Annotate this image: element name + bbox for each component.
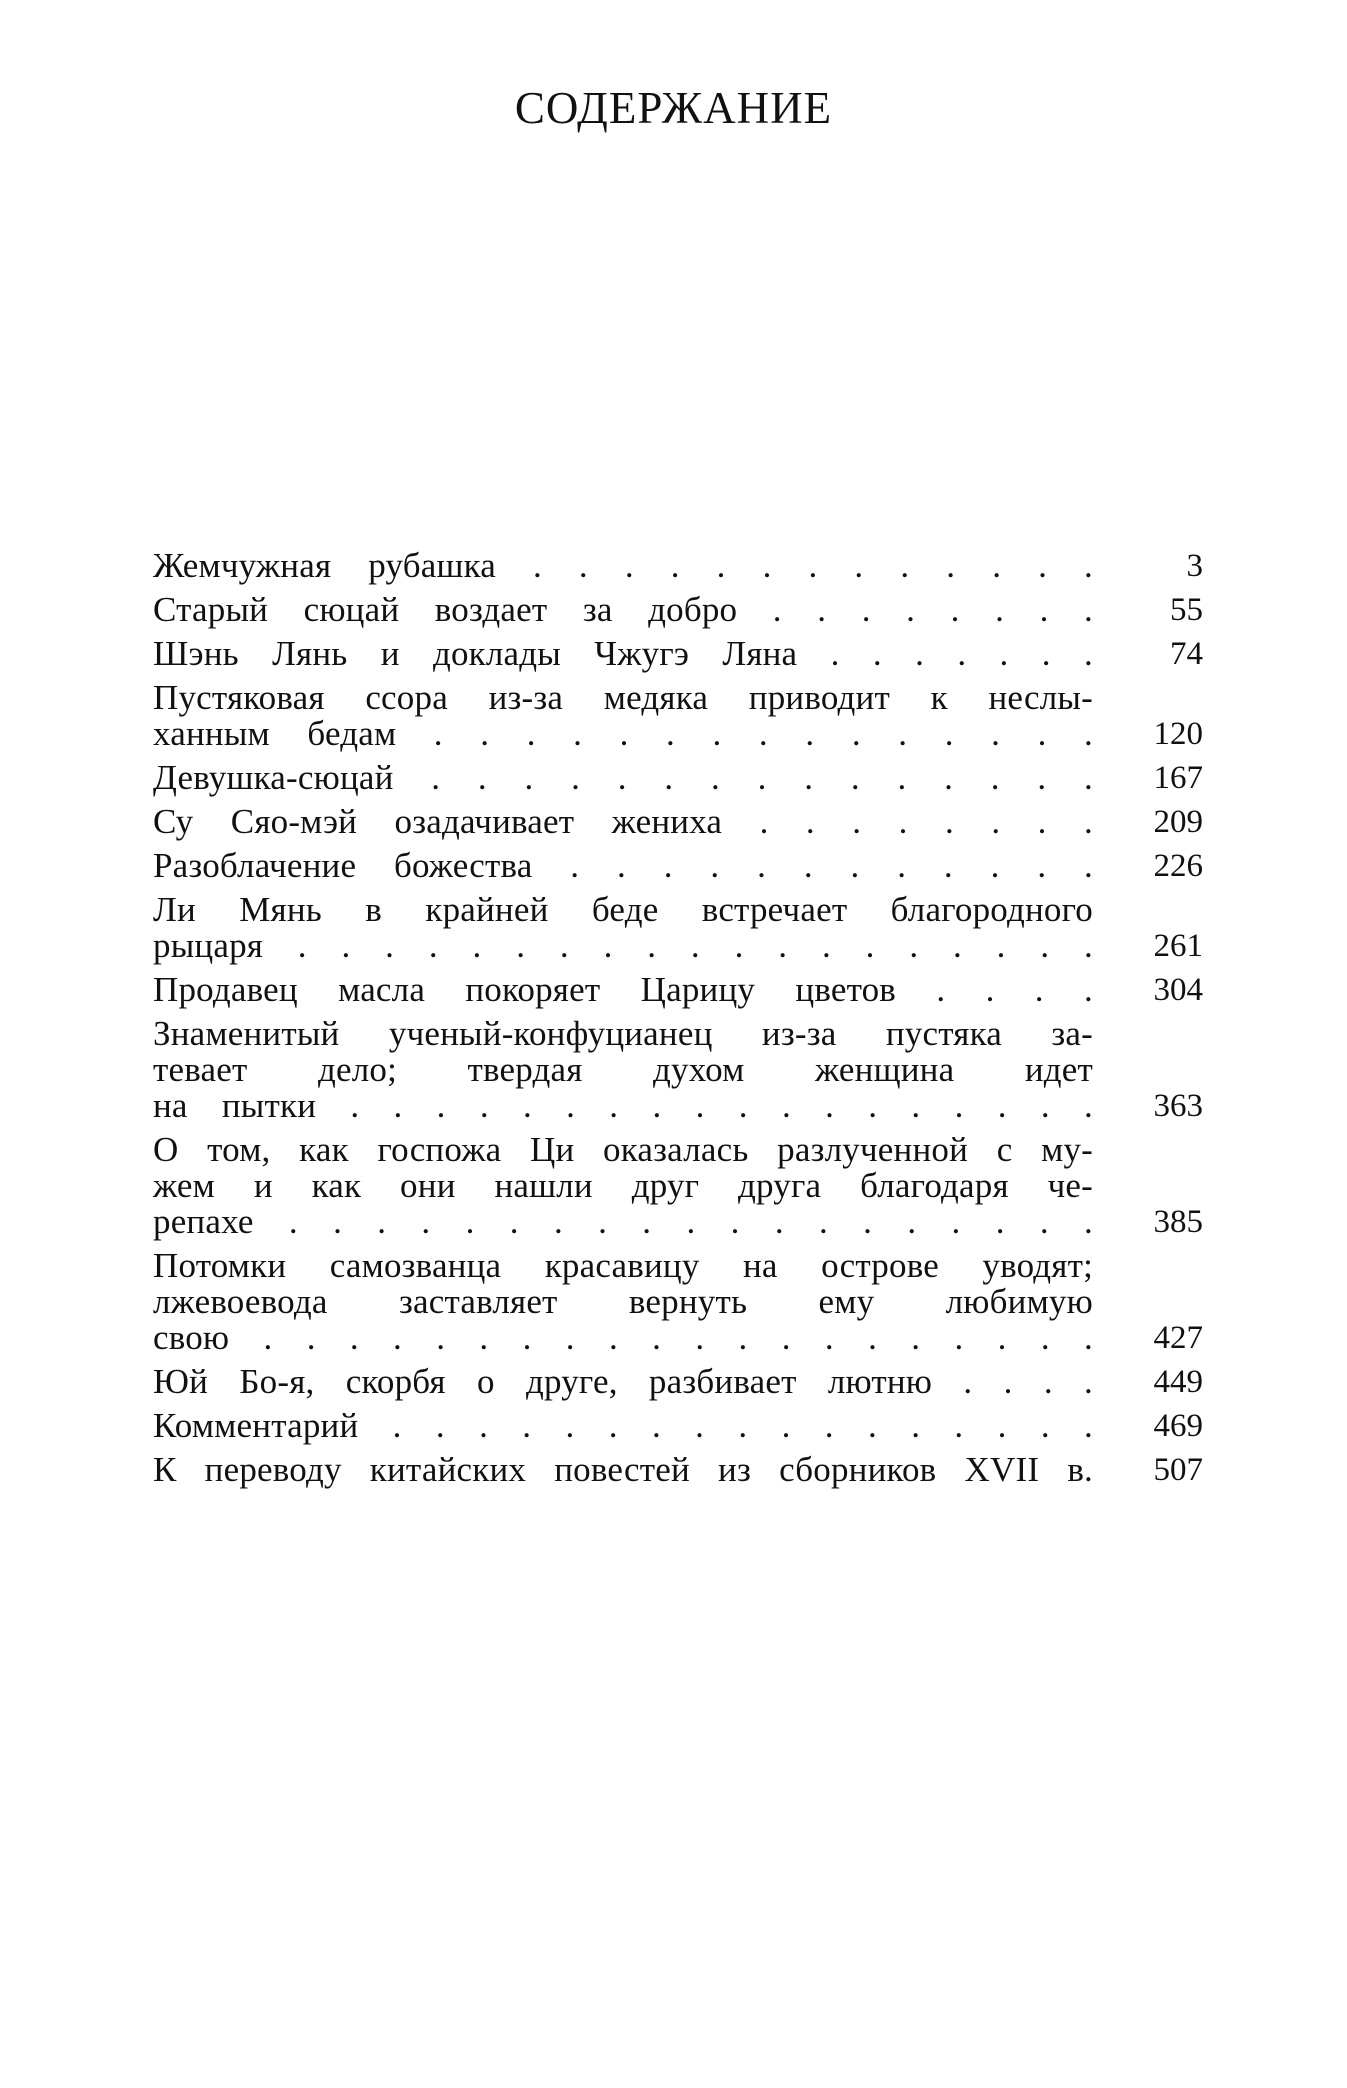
toc-entry — [153, 760, 1203, 796]
table-of-contents — [153, 548, 1203, 1488]
toc-entry-line: Разоблачение божества . . . . . . . . . . . . — [153, 846, 1093, 885]
toc-entry-title — [153, 1452, 1093, 1488]
toc-entry — [153, 1248, 1203, 1356]
toc-entry — [153, 1016, 1203, 1124]
toc-entry — [153, 592, 1203, 628]
toc-entry-line: Старый сюцай воздает за добро . . . . . . . . — [153, 590, 1093, 629]
toc-entry-title — [153, 1408, 1093, 1444]
toc-entry-line: Комментарий . . . . . . . . . . . . . . . . . — [153, 1406, 1093, 1445]
toc-entry-page: 507 — [1153, 1452, 1203, 1488]
toc-entry-page: 363 — [1153, 1088, 1203, 1124]
toc-entry-title — [153, 892, 1093, 964]
toc-entry-page: 120 — [1153, 716, 1203, 752]
toc-entry-line: Жемчужная рубашка . . . . . . . . . . . . . — [153, 546, 1093, 585]
toc-entry-page: 304 — [1153, 972, 1203, 1008]
toc-entry — [153, 1364, 1203, 1400]
toc-entry-line: Ли Мянь в крайней беде встречает благородного — [153, 890, 1093, 929]
toc-entry-title — [153, 760, 1093, 796]
toc-entry-title — [153, 972, 1093, 1008]
toc-entry-title — [153, 1364, 1093, 1400]
toc-entry — [153, 804, 1203, 840]
toc-entry-line: Продавец масла покоряет Царицу цветов . . . . — [153, 970, 1093, 1009]
toc-entry-title — [153, 548, 1093, 584]
toc-entry-title — [153, 636, 1093, 672]
toc-entry-page: 449 — [1153, 1364, 1203, 1400]
toc-entry-line: Су Сяо-мэй озадачивает жениха . . . . . . . . — [153, 802, 1093, 841]
toc-entry-title — [153, 1132, 1093, 1240]
toc-entry — [153, 848, 1203, 884]
toc-entry-page: 261 — [1153, 928, 1203, 964]
toc-entry-line: Шэнь Лянь и доклады Чжугэ Ляна . . . . . . . — [153, 634, 1093, 673]
toc-entry-line: Потомки самозванца красавицу на острове уводят; — [153, 1246, 1093, 1285]
toc-entry-title — [153, 848, 1093, 884]
toc-entry-line: ханным бедам . . . . . . . . . . . . . . . — [153, 714, 1093, 753]
toc-entry-line: репахе . . . . . . . . . . . . . . . . . . . — [153, 1202, 1093, 1241]
toc-entry-page: 167 — [1153, 760, 1203, 796]
toc-entry-title — [153, 592, 1093, 628]
toc-entry — [153, 680, 1203, 752]
toc-entry-page: 55 — [1170, 592, 1203, 628]
page-title: СОДЕРЖАНИЕ — [514, 83, 833, 133]
toc-entry — [153, 548, 1203, 584]
toc-entry-line: Пустяковая ссора из-за медяка приводит к неслы- — [153, 678, 1093, 717]
toc-entry-line: Знаменитый ученый-конфуцианец из-за пустяка за- — [153, 1014, 1093, 1053]
toc-entry-page: 385 — [1153, 1204, 1203, 1240]
toc-entry-page: 427 — [1153, 1320, 1203, 1356]
toc-entry-title — [153, 1248, 1093, 1356]
toc-entry-line: лжевоевода заставляет вернуть ему любимую — [153, 1282, 1093, 1321]
toc-entry-page: 74 — [1170, 636, 1203, 672]
toc-entry-page: 209 — [1153, 804, 1203, 840]
toc-entry-line: Девушка-сюцай . . . . . . . . . . . . . . . — [153, 758, 1093, 797]
toc-entry-line: жем и как они нашли друг друга благодаря че- — [153, 1166, 1093, 1205]
toc-entry-line: свою . . . . . . . . . . . . . . . . . . . . — [153, 1318, 1093, 1357]
toc-entry — [153, 636, 1203, 672]
toc-entry-line: О том, как госпожа Ци оказалась разлученной с му- — [153, 1130, 1093, 1169]
toc-entry-page: 3 — [1186, 548, 1203, 584]
toc-entry-page: 226 — [1153, 848, 1203, 884]
toc-entry-line: К переводу китайских повестей из сборников XVII в. — [153, 1450, 1093, 1489]
toc-entry-title — [153, 1016, 1093, 1124]
toc-entry — [153, 1408, 1203, 1444]
toc-entry — [153, 972, 1203, 1008]
toc-entry-page: 469 — [1153, 1408, 1203, 1444]
toc-entry-line: рыцаря . . . . . . . . . . . . . . . . . . . — [153, 926, 1093, 965]
toc-entry — [153, 892, 1203, 964]
toc-entry — [153, 1452, 1203, 1488]
toc-entry-title — [153, 804, 1093, 840]
toc-entry-line: Юй Бо-я, скорбя о друге, разбивает лютню . . . . — [153, 1362, 1093, 1401]
toc-entry-line: тевает дело; твердая духом женщина идет — [153, 1050, 1093, 1089]
toc-entry — [153, 1132, 1203, 1240]
toc-entry-title — [153, 680, 1093, 752]
toc-entry-line: на пытки . . . . . . . . . . . . . . . . . . — [153, 1086, 1093, 1125]
